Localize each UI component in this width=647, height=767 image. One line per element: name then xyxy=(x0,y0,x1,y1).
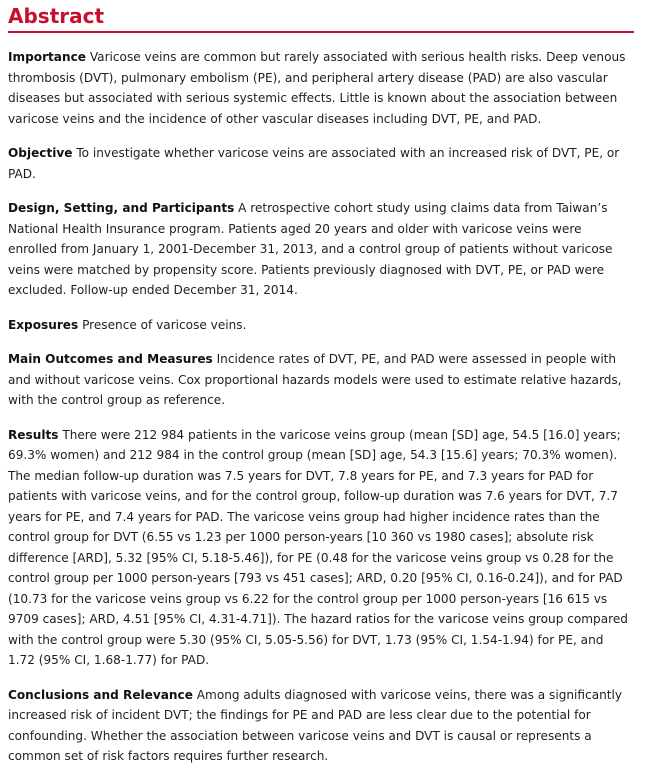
section-label: Design, Setting, and Participants xyxy=(8,201,235,215)
section-label: Objective xyxy=(8,146,73,160)
section-label: Conclusions and Relevance xyxy=(8,687,193,702)
section-text: Incidence rates of DVT, PE, and PAD were assessed in people with and without varicose veins. Cox proportional hazards models were used to estimate relative hazards, with the control group as reference. xyxy=(8,352,622,407)
section-label: Exposures xyxy=(8,317,79,332)
section-main-outcomes-measures xyxy=(8,349,634,411)
section-exposures xyxy=(8,315,634,336)
section-conclusions-relevance xyxy=(8,685,634,767)
abstract-heading: Abstract xyxy=(8,4,105,28)
section-text: A retrospective cohort study using claims data from Taiwan’s National Health Insurance program. Patients aged 20 years and older with varicose veins were enrolled from January 1, 2001-December 31, 2013, and a control group of patients without varicose veins were matched by propensity score. Patients previously diagnosed with DVT, PE, or PAD were excluded. Follow-up ended December 31, 2014. xyxy=(8,201,613,297)
section-importance xyxy=(8,47,634,129)
section-label: Importance xyxy=(8,50,86,64)
section-text: Presence of varicose veins. xyxy=(82,317,247,332)
section-label: Results xyxy=(8,427,59,442)
section-text: Varicose veins are common but rarely associated with serious health risks. Deep venous thrombosis (DVT), pulmonary embolism (PE), and peripheral artery disease (PAD) are also vascular diseases but associated with serious systemic effects. Little is known about the association between varicose veins and the incidence of other vascular diseases including DVT, PE, and PAD. xyxy=(8,50,626,126)
section-design-setting-participants xyxy=(8,198,634,301)
section-results xyxy=(8,425,634,671)
section-objective xyxy=(8,143,634,184)
section-text: There were 212 984 patients in the varicose veins group (mean [SD] age, 54.5 [16.0] years; 69.3% women) and 212 984 in the control group (mean [SD] age, 54.3 [15.6] years; 70.3% women). The median follow-up duration was 7.5 years for DVT, 7.8 years for PE, and 7.3 years for PAD for patients with varicose veins, and for the control group, follow-up duration was 7.6 years for DVT, 7.7 years for PE, and 7.4 years for PAD. The varicose veins group had higher incidence rates than the control group for DVT (6.55 vs 1.23 per 1000 person-years [10 360 vs 1980 cases]; absolute risk difference [ARD], 5.32 [95% CI, 5.18-5.46]), for PE (0.48 for the varicose veins group vs 0.28 for the control group per 1000 person-years [793 vs 451 cases]; ARD, 0.20 [95% CI, 0.16-0.24]), and for PAD (10.73 for the varicose veins group vs 6.22 for the control group per 1000 person-years [16 615 vs 9709 cases]; ARD, 4.51 [95% CI, 4.31-4.71]). The hazard ratios for the varicose veins group compared with the control group were 5.30 (95% CI, 5.05-5.56) for DVT, 1.73 (95% CI, 1.54-1.94) for PE, and 1.72 (95% CI, 1.68-1.77) for PAD. xyxy=(8,427,628,667)
section-label: Main Outcomes and Measures xyxy=(8,352,213,366)
section-text: Among adults diagnosed with varicose veins, there was a significantly increased risk of incident DVT; the findings for PE and PAD are less clear due to the potential for confounding. Whether the association between varicose veins and DVT is causal or represents a common set of risk factors requires further research. xyxy=(8,687,623,763)
abstract-heading-bar xyxy=(8,0,634,33)
section-text: To investigate whether varicose veins are associated with an increased risk of DVT, PE, or PAD. xyxy=(8,146,620,181)
